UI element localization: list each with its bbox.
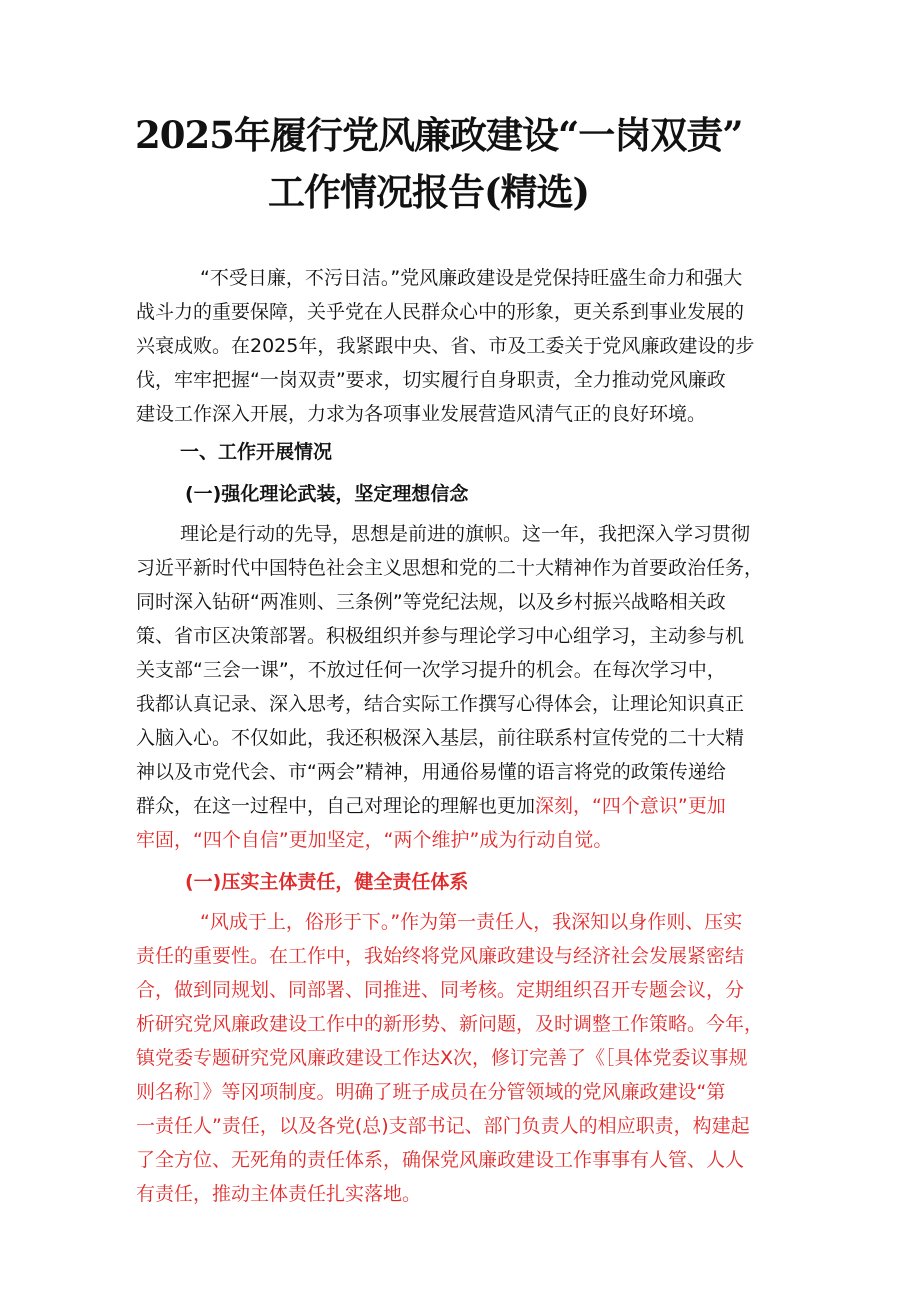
highlighted-line: 有责任，推动主体责任扎实落地。: [136, 1183, 422, 1205]
body-line: 理论是行动的先导，思想是前进的旗帜。这一年，我把深入学习贯彻: [180, 523, 751, 545]
body-line: 关支部“三会一课”，不放过任何一次学习提升的机会。在每次学习中，: [136, 659, 726, 681]
body-line-mixed: [136, 794, 726, 818]
highlighted-line: 了全方位、无死角的责任体系，确保党风廉政建设工作事事有人管、人人: [136, 1149, 745, 1171]
intro-line: 兴衰成败。在2025年，我紧跟中央、省、市及工委关于党风廉政建设的步: [136, 335, 755, 357]
body-line: 习近平新时代中国特色社会主义思想和党的二十大精神作为首要政治任务，: [136, 557, 764, 579]
document-title-line-2: 工作情况报告(精选): [268, 170, 590, 214]
highlighted-line: 牢固，“四个自信”更加坚定，“两个维护”成为行动自觉。: [136, 829, 613, 851]
intro-line: 战斗力的重要保障，关乎党在人民群众心中的形象，更关系到事业发展的: [136, 301, 745, 323]
body-line: 我都认真记录、深入思考，结合实际工作撰写心得体会，让理论知识真正: [136, 693, 745, 715]
body-line: 入脑入心。不仅如此，我还积极深入基层，前往联系村宣传党的二十大精: [136, 727, 745, 749]
section-heading: 一、工作开展情况: [180, 441, 333, 463]
highlighted-line: 镇党委专题研究党风廉政建设工作达X次，修订完善了《［具体党委议事规: [136, 1047, 748, 1069]
intro-line: 建设工作深入开展，力求为各项事业发展营造风清气正的良好环境。: [136, 403, 707, 425]
subsection-heading: (一)压实主体责任，健全责任体系: [185, 871, 469, 893]
highlighted-line: “风成于上，俗形于下。”作为第一责任人，我深知以身作则、压实: [200, 911, 743, 933]
document-title-line-1: 2025年履行党风廉政建设“一岗双责”: [135, 113, 743, 157]
highlighted-line: 一责任人”责任，以及各党(总)支部书记、部门负责人的相应职责，构建起: [136, 1115, 750, 1137]
body-line: 同时深入钻研“两准则、三条例”等党纪法规，以及乡村振兴战略相关政: [136, 591, 726, 613]
body-line: 神以及市党代会、市“两会”精神，用通俗易懂的语言将党的政策传递给: [136, 761, 726, 783]
body-line: 策、省市区决策部署。积极组织并参与理论学习中心组学习，主动参与机: [136, 625, 745, 647]
subsection-heading: (一)强化理论武装，坚定理想信念: [185, 483, 469, 505]
intro-line: “不受日廉，不污日洁。”党风廉政建设是党保持旺盛生命力和强大: [200, 267, 743, 289]
highlighted-line: 合，做到同规划、同部署、同推进、同考核。定期组织召开专题会议，分: [136, 979, 745, 1001]
highlighted-text: 深刻，“四个意识”更加: [535, 795, 726, 817]
body-text-black: 群众，在这一过程中，自己对理论的理解也更加: [136, 795, 536, 817]
highlighted-line: 析研究党风廉政建设工作中的新形势、新问题，及时调整工作策略。今年，: [136, 1013, 764, 1035]
highlighted-line: 责任的重要性。在工作中，我始终将党风廉政建设与经济社会发展紧密结: [136, 945, 745, 967]
intro-line: 伐，牢牢把握“一岗双责”要求，切实履行自身职责，全力推动党风廉政: [136, 369, 726, 391]
highlighted-line: 则名称］》等冈项制度。明确了班子成员在分管领域的党风廉政建设“第: [136, 1081, 726, 1103]
